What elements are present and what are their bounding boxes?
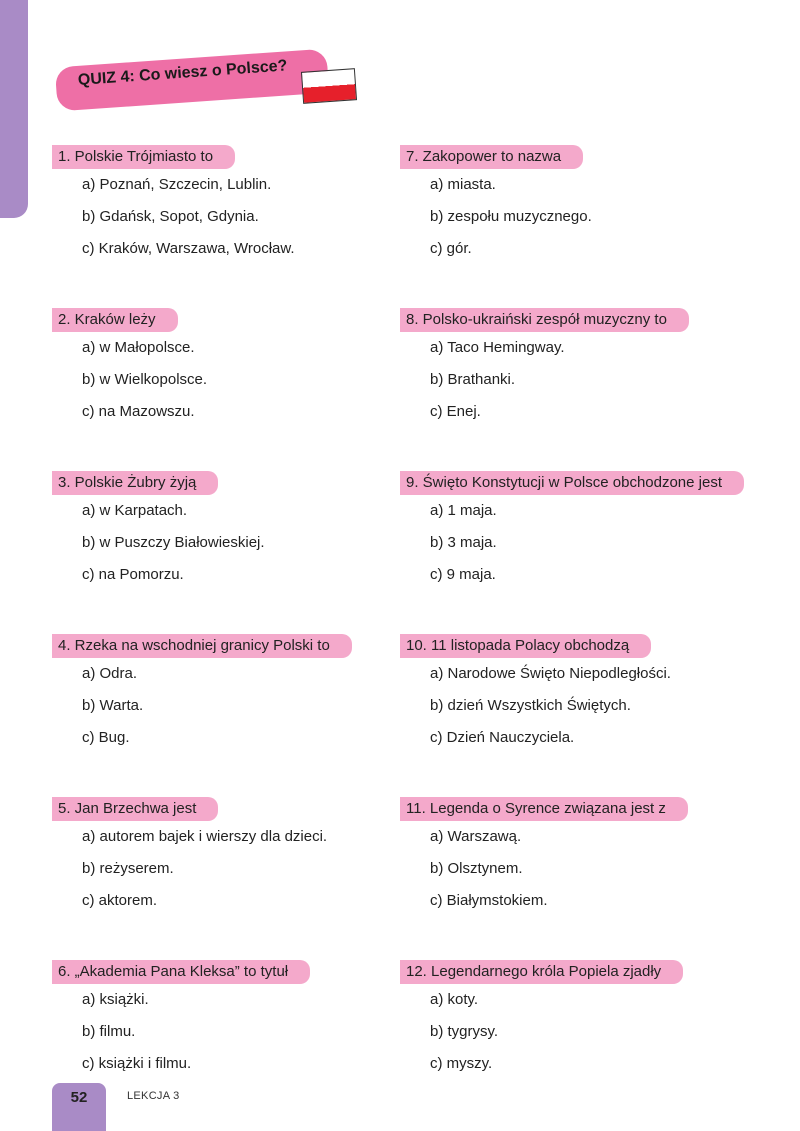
question-label: 4. Rzeka na wschodniej granicy Polski to [52,634,352,658]
answer-option: c) myszy. [430,1055,493,1072]
side-tab [0,0,28,218]
answer-list [52,827,382,923]
quiz-header [52,40,372,120]
question-label: 3. Polskie Żubry żyją [52,471,218,495]
answer-list [52,338,382,434]
question-block [52,797,382,960]
answer-option: c) 9 maja. [430,566,496,583]
answer-option: c) aktorem. [82,892,158,909]
answer-option: b) w Wielkopolsce. [82,371,208,388]
answer-list [400,501,760,597]
question-block [400,960,760,1123]
question-label: 12. Legendarnego króla Popiela zjadły [400,960,683,984]
answer-option: c) gór. [430,240,472,257]
question-block [400,308,760,471]
question-block [400,634,760,797]
answer-option: c) na Pomorzu. [82,566,184,583]
right-question-column [400,145,760,1123]
question-block [52,145,382,308]
answer-option: b) zespołu muzycznego. [430,208,592,225]
question-label: 11. Legenda o Syrence związana jest z [400,797,688,821]
answer-list [400,338,760,434]
question-block [400,797,760,960]
answer-list [400,827,760,923]
question-label: 2. Kraków leży [52,308,178,332]
answer-option: c) Kraków, Warszawa, Wrocław. [82,240,295,257]
answer-option: a) Narodowe Święto Niepodległości. [430,665,671,682]
answer-list [52,501,382,597]
question-label: 1. Polskie Trójmiasto to [52,145,235,169]
answer-option: b) Brathanki. [430,371,516,388]
answer-list [52,664,382,760]
polish-flag-icon [301,68,357,104]
answer-option: c) Dzień Nauczyciela. [430,729,575,746]
answer-option: a) Odra. [82,665,138,682]
answer-option: b) dzień Wszystkich Świętych. [430,697,631,714]
question-block [52,634,382,797]
question-block [400,145,760,308]
answer-option: c) na Mazowszu. [82,403,195,420]
answer-option: c) Enej. [430,403,481,420]
answer-option: b) w Puszczy Białowieskiej. [82,534,265,551]
page-number: 52 [52,1083,106,1131]
answer-list [400,664,760,760]
question-label: 7. Zakopower to nazwa [400,145,583,169]
answer-option: c) Bug. [82,729,130,746]
lesson-label: LEKCJA 3 [127,1090,180,1102]
answer-option: b) Gdańsk, Sopot, Gdynia. [82,208,259,225]
answer-list [52,175,382,271]
answer-option: b) filmu. [82,1023,136,1040]
question-label: 9. Święto Konstytucji w Polsce obchodzone jest [400,471,744,495]
answer-option: a) koty. [430,991,479,1008]
answer-option: a) autorem bajek i wierszy dla dzieci. [82,828,328,845]
question-label: 8. Polsko-ukraiński zespół muzyczny to [400,308,689,332]
question-block [400,471,760,634]
answer-option: b) Warta. [82,697,144,714]
answer-list [400,990,760,1086]
question-block [52,308,382,471]
answer-option: a) Warszawą. [430,828,522,845]
answer-option: a) Poznań, Szczecin, Lublin. [82,176,272,193]
left-question-column [52,145,382,1123]
answer-option: a) Taco Hemingway. [430,339,565,356]
answer-option: a) w Małopolsce. [82,339,195,356]
answer-option: b) reżyserem. [82,860,174,877]
question-block [52,471,382,634]
question-label: 10. 11 listopada Polacy obchodzą [400,634,651,658]
answer-option: a) w Karpatach. [82,502,188,519]
answer-list [52,990,382,1086]
answer-option: a) miasta. [430,176,496,193]
answer-option: b) tygrysy. [430,1023,499,1040]
answer-option: c) książki i filmu. [82,1055,192,1072]
answer-option: a) książki. [82,991,149,1008]
answer-option: a) 1 maja. [430,502,497,519]
answer-option: c) Białymstokiem. [430,892,548,909]
answer-option: b) Olsztynem. [430,860,523,877]
answer-option: b) 3 maja. [430,534,497,551]
answer-list [400,175,760,271]
question-label: 5. Jan Brzechwa jest [52,797,218,821]
page-title: QUIZ 4: Co wiesz o Polsce? [77,57,288,89]
question-label: 6. „Akademia Pana Kleksa” to tytuł [52,960,310,984]
